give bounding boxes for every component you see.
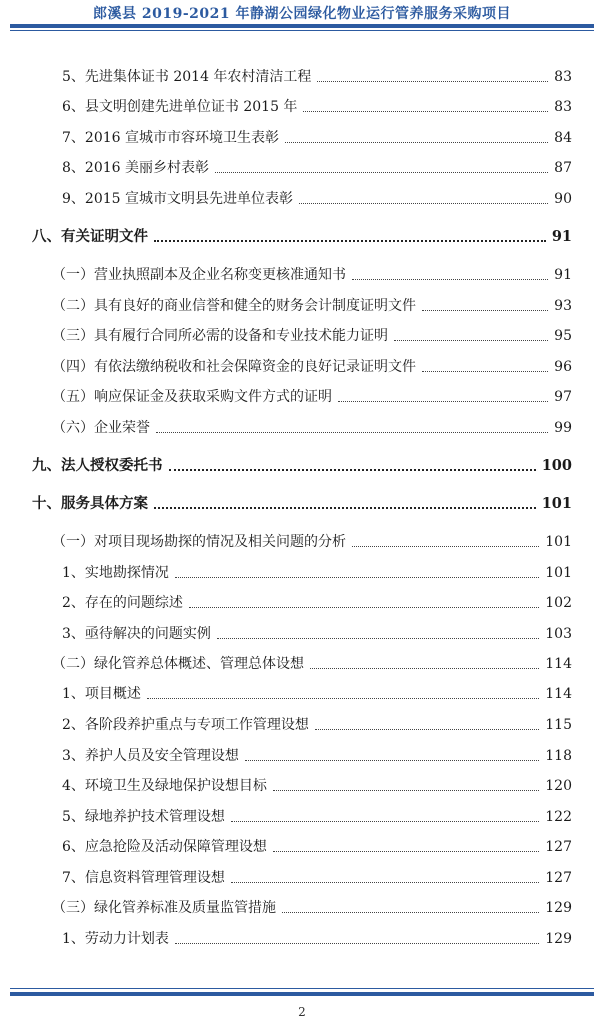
- toc-entry-label: 八、有关证明文件: [32, 228, 148, 245]
- toc-dot-leader: [352, 279, 548, 280]
- toc-entry[interactable]: [52, 387, 572, 407]
- toc-entry-label: 3、养护人员及安全管理设想: [62, 748, 239, 764]
- toc-entry[interactable]: [62, 807, 572, 827]
- toc-entry-label: 十、服务具体方案: [32, 495, 148, 512]
- toc-page-number: 93: [554, 298, 572, 314]
- toc-entry-label: （六）企业荣誉: [52, 420, 150, 436]
- toc-entry-label: 7、信息资料管理管理设想: [62, 870, 225, 886]
- toc-entry-label: 8、2016 美丽乡村表彰: [62, 160, 209, 176]
- toc-dot-leader: [169, 469, 536, 471]
- toc-page-number: 84: [554, 130, 572, 146]
- toc-entry[interactable]: [52, 357, 572, 377]
- toc-dot-leader: [217, 638, 539, 639]
- toc-dot-leader: [317, 81, 548, 82]
- toc-entry[interactable]: [52, 418, 572, 438]
- toc-entry-label: （二）绿化管养总体概述、管理总体设想: [52, 656, 304, 672]
- toc-entry-label: （五）响应保证金及获取采购文件方式的证明: [52, 389, 332, 405]
- header-rule-thick: [10, 24, 594, 28]
- toc-entry[interactable]: [62, 128, 572, 148]
- toc-entry-label: 1、项目概述: [62, 686, 141, 702]
- toc-page-number: 103: [545, 626, 572, 642]
- toc-entry-label: （三）具有履行合同所必需的设备和专业技术能力证明: [52, 328, 388, 344]
- toc-page-number: 83: [554, 99, 572, 115]
- toc-dot-leader: [422, 310, 548, 311]
- toc-entry[interactable]: [62, 746, 572, 766]
- toc-page-number: 91: [551, 228, 572, 245]
- toc-dot-leader: [422, 371, 548, 372]
- toc-page-number: 96: [554, 359, 572, 375]
- toc-entry[interactable]: [62, 684, 572, 704]
- toc-entry-label: 6、应急抢险及活动保障管理设想: [62, 839, 267, 855]
- document-title: 郎溪县 2019-2021 年静湖公园绿化物业运行管养服务采购项目: [93, 6, 511, 22]
- toc-dot-leader: [299, 203, 548, 204]
- toc-entry-label: 5、绿地养护技术管理设想: [62, 809, 225, 825]
- toc-entry[interactable]: [62, 158, 572, 178]
- toc-dot-leader: [175, 577, 539, 578]
- toc-entry[interactable]: [62, 593, 572, 613]
- toc-entry-label: （一）营业执照副本及企业名称变更核准通知书: [52, 267, 346, 283]
- toc-entry[interactable]: [62, 624, 572, 644]
- toc-entry[interactable]: [62, 868, 572, 888]
- toc-dot-leader: [273, 790, 539, 791]
- toc-page-number: 120: [545, 778, 572, 794]
- toc-dot-leader: [231, 821, 539, 822]
- toc-dot-leader: [156, 432, 548, 433]
- toc-page-number: 127: [545, 870, 572, 886]
- toc-entry-label: 1、实地勘探情况: [62, 565, 169, 581]
- toc-entry-label: 4、环境卫生及绿地保护设想目标: [62, 778, 267, 794]
- toc-page-number: 101: [541, 495, 572, 512]
- toc-page-number: 129: [545, 900, 572, 916]
- toc-dot-leader: [189, 607, 539, 608]
- toc-page-number: 97: [554, 389, 572, 405]
- toc-entry-label: 9、2015 宣城市文明县先进单位表彰: [62, 191, 293, 207]
- toc-page-number: 114: [545, 656, 572, 672]
- toc-entry[interactable]: [62, 776, 572, 796]
- toc-entry-label: 3、亟待解决的问题实例: [62, 626, 211, 642]
- toc-page-number: 102: [545, 595, 572, 611]
- header-rule-thin: [10, 30, 594, 31]
- toc-dot-leader: [175, 943, 539, 944]
- toc-dot-leader: [154, 240, 546, 242]
- toc-dot-leader: [285, 142, 548, 143]
- toc-entry[interactable]: [52, 326, 572, 346]
- toc-entry-label: （三）绿化管养标准及质量监管措施: [52, 900, 276, 916]
- toc-page-number: 118: [545, 748, 572, 764]
- toc-page-number: 101: [545, 534, 572, 550]
- toc-dot-leader: [352, 546, 539, 547]
- toc-entry-label: 5、先进集体证书 2014 年农村清洁工程: [62, 69, 312, 85]
- footer-rule-thin: [10, 988, 594, 989]
- toc-page-number: 100: [541, 457, 572, 474]
- toc-dot-leader: [394, 340, 548, 341]
- toc-entry[interactable]: [62, 67, 572, 87]
- toc-entry[interactable]: [62, 715, 572, 735]
- toc-chapter-entry[interactable]: [32, 456, 572, 476]
- toc-page-number: 83: [554, 69, 572, 85]
- toc-page-number: 90: [554, 191, 572, 207]
- toc-dot-leader: [273, 851, 539, 852]
- toc-entry-label: （二）具有良好的商业信誉和健全的财务会计制度证明文件: [52, 298, 416, 314]
- toc-entry[interactable]: [62, 189, 572, 209]
- toc-dot-leader: [215, 172, 548, 173]
- toc-entry-label: （一）对项目现场勘探的情况及相关问题的分析: [52, 534, 346, 550]
- toc-dot-leader: [315, 729, 539, 730]
- toc-dot-leader: [231, 882, 539, 883]
- toc-dot-leader: [147, 698, 539, 699]
- toc-dot-leader: [338, 401, 548, 402]
- toc-entry-label: （四）有依法缴纳税收和社会保障资金的良好记录证明文件: [52, 359, 416, 375]
- toc-dot-leader: [245, 760, 539, 761]
- page-number: 2: [298, 1005, 306, 1019]
- toc-page-number: 99: [554, 420, 572, 436]
- toc-page-number: 129: [545, 931, 572, 947]
- toc-page-number: 114: [545, 686, 572, 702]
- toc-entry-label: 7、2016 宣城市市容环境卫生表彰: [62, 130, 279, 146]
- toc-page-number: 115: [545, 717, 572, 733]
- toc-entry[interactable]: [52, 898, 572, 918]
- toc-dot-leader: [303, 111, 548, 112]
- toc-entry-label: 九、法人授权委托书: [32, 457, 163, 474]
- toc-page-number: 101: [545, 565, 572, 581]
- toc-dot-leader: [310, 668, 539, 669]
- toc-entry-label: 6、县文明创建先进单位证书 2015 年: [62, 99, 298, 115]
- toc-entry-label: 2、各阶段养护重点与专项工作管理设想: [62, 717, 309, 733]
- toc-page-number: 87: [554, 160, 572, 176]
- toc-chapter-entry[interactable]: [32, 227, 572, 247]
- toc-page-number: 95: [554, 328, 572, 344]
- toc-page-number: 122: [545, 809, 572, 825]
- toc-entry-label: 1、劳动力计划表: [62, 931, 169, 947]
- toc-dot-leader: [282, 912, 539, 913]
- toc-entry[interactable]: [62, 929, 572, 949]
- toc-chapter-entry[interactable]: [32, 494, 572, 514]
- toc-entry-label: 2、存在的问题综述: [62, 595, 183, 611]
- toc-entry[interactable]: [52, 265, 572, 285]
- toc-dot-leader: [154, 507, 536, 509]
- toc-entry[interactable]: [52, 296, 572, 316]
- toc-entry[interactable]: [62, 837, 572, 857]
- toc-entry[interactable]: [62, 97, 572, 117]
- toc-entry[interactable]: [62, 563, 572, 583]
- toc-page-number: 91: [554, 267, 572, 283]
- footer-rule-thick: [10, 992, 594, 996]
- toc-entry[interactable]: [52, 654, 572, 674]
- toc-page-number: 127: [545, 839, 572, 855]
- toc-entry[interactable]: [52, 532, 572, 552]
